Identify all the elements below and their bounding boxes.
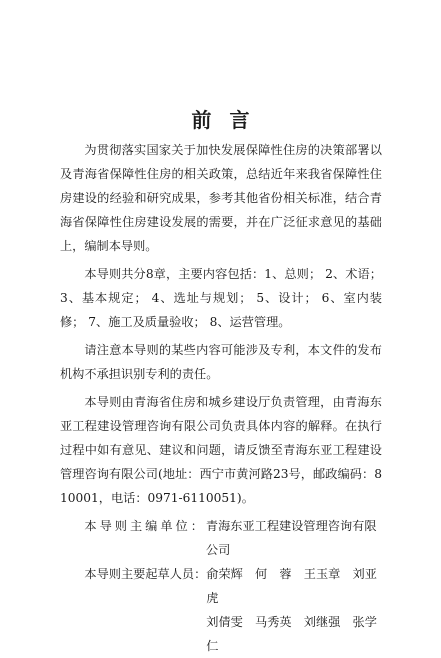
paragraph-management: 本导则由青海省住房和城乡建设厅负责管理，由青海东亚工程建设管理咨询有限公司负责具体内容的解释。在执行过程中如有意见、建议和问题，请反馈至青海东亚工程建设管理咨询有限公司(地址：西宁市黄河路23号，邮政编码：810001，电话：0971-6110051)。: [60, 395, 382, 505]
page-title: 前言: [191, 108, 268, 132]
paragraph-contents: 本导则共分8章，主要内容包括：1、总则； 2、术语； 3、基本规定； 4、选址与规划； 5、设计； 6、室内装修； 7、施工及质量验收； 8、运营管理。: [60, 267, 382, 329]
drafters-names-line: 俞荣辉 何 蓉 王玉章 刘亚虎: [206, 567, 377, 605]
chief-editor-value: [206, 514, 382, 562]
chief-editor-row: [60, 514, 382, 562]
paragraph-patent-notice: 请注意本导则的某些内容可能涉及专利，本文件的发布机构不承担识别专利的责任。: [60, 343, 382, 381]
paragraph-purpose: 为贯彻落实国家关于加快发展保障性住房的决策部署以及青海省保障性住房的相关政策，总结近年来我省保障性住房建设的经验和研究成果，参考其他省份相关标准，结合青海省保障性住房建设发展的需要，并在广泛征求意见的基础上，编制本导则。: [60, 143, 382, 253]
drafters-label: 本导则主要起草人员：: [84, 567, 207, 581]
document-body: [60, 138, 382, 658]
chief-editor-line: 青海东亚工程建设管理咨询有限: [205, 519, 377, 533]
drafters-row: [60, 562, 382, 658]
chief-editor-label: 本导则主编单位：: [84, 519, 206, 533]
chief-editor-line: 公司: [205, 543, 231, 557]
drafters-names-line: 刘倩雯 马秀英 刘继强 张学仁: [206, 615, 377, 653]
drafters-value: [206, 562, 382, 658]
